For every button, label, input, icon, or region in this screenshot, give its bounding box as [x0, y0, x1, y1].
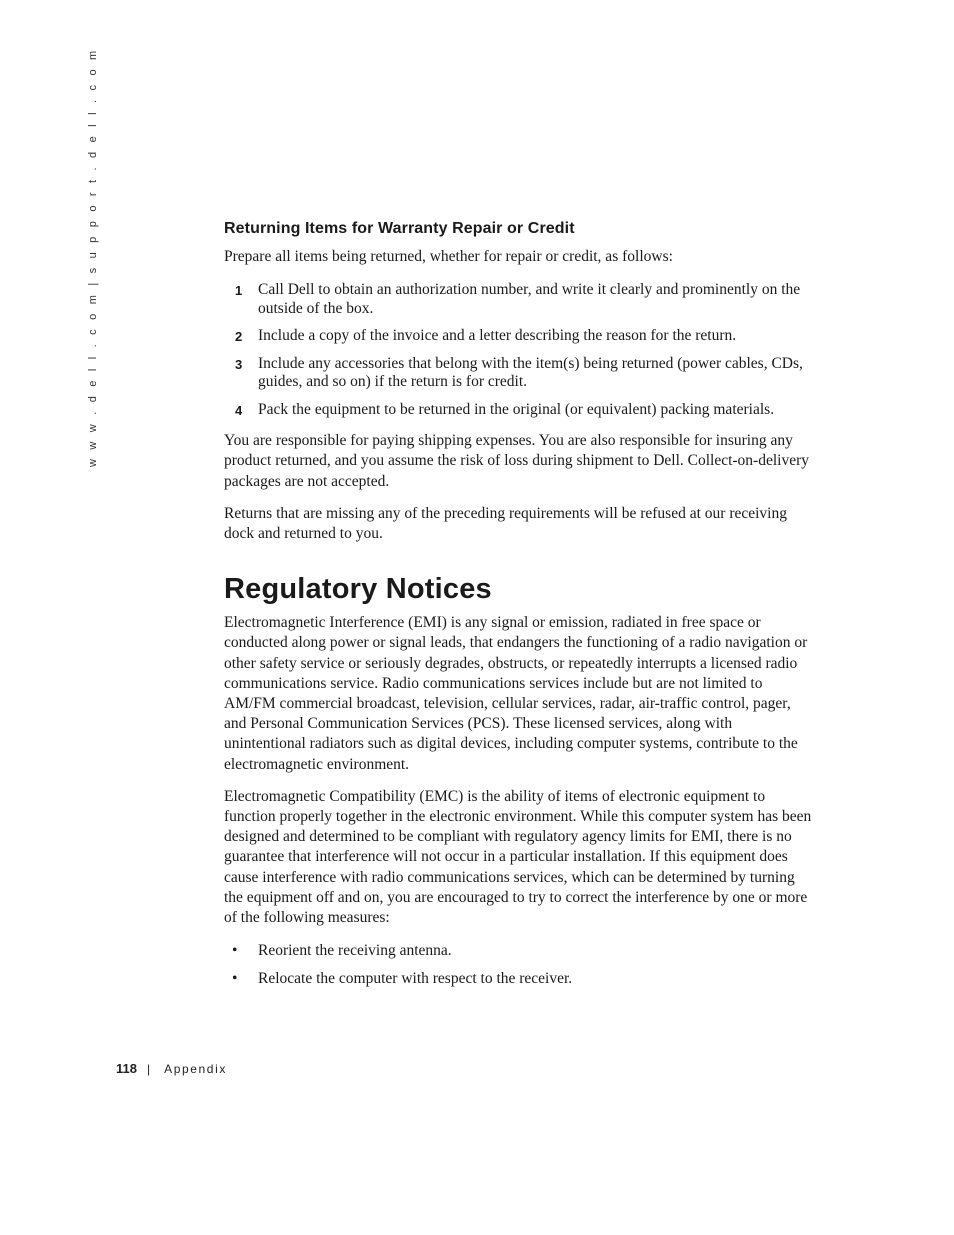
page-number: 118 [116, 1061, 137, 1076]
step-number: 2 [235, 329, 243, 345]
bullet-icon: • [232, 970, 238, 988]
list-item [224, 970, 814, 989]
footer-section-name: Appendix [164, 1062, 227, 1076]
section-heading-returning: Returning Items for Warranty Repair or Credit [224, 220, 575, 237]
list-item [224, 401, 814, 420]
emc-paragraph: Electromagnetic Compatibility (EMC) is the ability of items of electronic equipment to function properly together in the electronic environment. While this computer system has been designed and determined to be compliant with regulatory agency limits for EMI, there is no guarantee that interference will not occur in a particular installation. If this equipment does cause interference with radio communications services, which can be determined by turning the equipment off and on, you are encouraged to try to correct the interference by one or more of the following measures: [224, 787, 812, 927]
step-text: Include a copy of the invoice and a letter describing the reason for the return. [258, 327, 737, 345]
list-item [224, 355, 814, 392]
bullet-text: Relocate the computer with respect to the receiver. [258, 970, 573, 988]
section-heading-regulatory: Regulatory Notices [224, 573, 492, 606]
step-text: Include any accessories that belong with the item(s) being returned (power cables, CDs, guides, and so on) if the return is for credit. [258, 354, 803, 391]
emi-paragraph: Electromagnetic Interference (EMI) is any signal or emission, radiated in free space or conducted along power or signal leads, that endangers the functioning of a radio navigation or other safety service or seriously degrades, obstructs, or repeatedly interrupts a licensed radio communications service. Radio communications services include but are not limited to AM/FM commercial broadcast, television, cellular services, radar, air-traffic control, pager, and Personal Communication Services (PCS). These licensed services, along with unintentional radiators such as digital devices, including computer systems, contribute to the electromagnetic environment. [224, 614, 808, 773]
footer-separator: | [146, 1062, 151, 1076]
step-number: 3 [235, 356, 243, 372]
page-footer [116, 1061, 227, 1076]
bullet-text: Reorient the receiving antenna. [258, 942, 452, 960]
list-item [224, 942, 814, 961]
page-content [224, 218, 814, 998]
bullet-icon: • [232, 942, 238, 960]
shipping-paragraph: You are responsible for paying shipping expenses. You are also responsible for insuring any product returned, and you assume the risk of loss during shipment to Dell. Collect-on-delivery packages are not accepted. [224, 432, 810, 490]
step-text: Call Dell to obtain an authorization number, and write it clearly and prominently on the outside of the box. [258, 281, 801, 317]
step-number: 4 [235, 402, 243, 418]
measures-list [224, 942, 814, 989]
step-number: 1 [235, 283, 243, 299]
steps-list [224, 281, 814, 419]
refusal-paragraph: Returns that are missing any of the preceding requirements will be refused at our receiving dock and returned to you. [224, 504, 787, 543]
list-item [224, 327, 814, 346]
intro-paragraph: Prepare all items being returned, whether for repair or credit, as follows: [224, 248, 673, 265]
step-text: Pack the equipment to be returned in the original (or equivalent) packing materials. [258, 400, 775, 418]
list-item [224, 281, 814, 318]
side-url-text: w w w . d e l l . c o m | s u p p o r t . d e l l . c o m [87, 47, 99, 467]
